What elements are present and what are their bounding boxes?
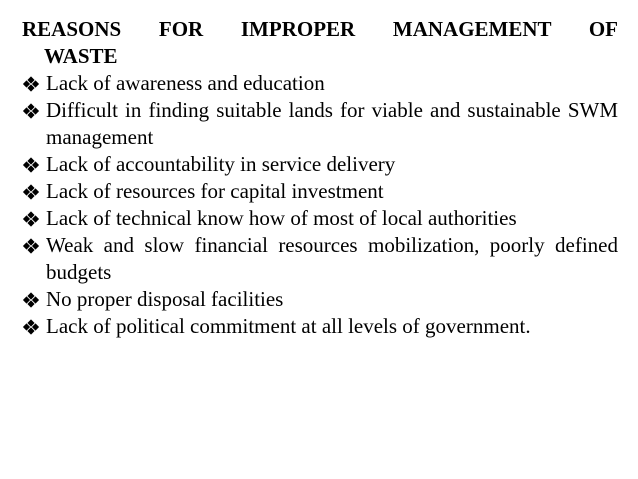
bullet-text: Lack of political commitment at all levels of government. bbox=[46, 314, 531, 338]
bullet-item bbox=[22, 286, 618, 313]
slide bbox=[22, 16, 618, 340]
diamond-four-icon bbox=[22, 238, 40, 254]
bullet-text: Weak and slow financial resources mobilization, poorly defined budgets bbox=[46, 233, 618, 284]
diamond-four-icon bbox=[22, 76, 40, 92]
bullet-item bbox=[22, 205, 618, 232]
bullet-item bbox=[22, 178, 618, 205]
diamond-four-icon bbox=[22, 103, 40, 119]
bullet-item bbox=[22, 313, 618, 340]
diamond-four-icon bbox=[22, 184, 40, 200]
bullet-text: Difficult in finding suitable lands for viable and sustainable SWM management bbox=[46, 98, 618, 149]
bullet-text: Lack of awareness and education bbox=[46, 71, 325, 95]
bullet-text: Lack of accountability in service delivery bbox=[46, 152, 396, 176]
bullet-item bbox=[22, 70, 618, 97]
bullet-item bbox=[22, 232, 618, 286]
diamond-four-icon bbox=[22, 157, 40, 173]
bullet-text: Lack of resources for capital investment bbox=[46, 179, 384, 203]
diamond-four-icon bbox=[22, 292, 40, 308]
diamond-four-icon bbox=[22, 319, 40, 335]
slide-title bbox=[22, 16, 618, 70]
diamond-four-icon bbox=[22, 211, 40, 227]
bullet-text: Lack of technical know how of most of local authorities bbox=[46, 206, 517, 230]
bullet-item bbox=[22, 97, 618, 151]
bullet-item bbox=[22, 151, 618, 178]
bullet-list bbox=[22, 70, 618, 340]
title-line-2: WASTE bbox=[44, 44, 118, 68]
bullet-text: No proper disposal facilities bbox=[46, 287, 284, 311]
title-line-1: REASONS FOR IMPROPER MANAGEMENT OF bbox=[22, 17, 618, 41]
